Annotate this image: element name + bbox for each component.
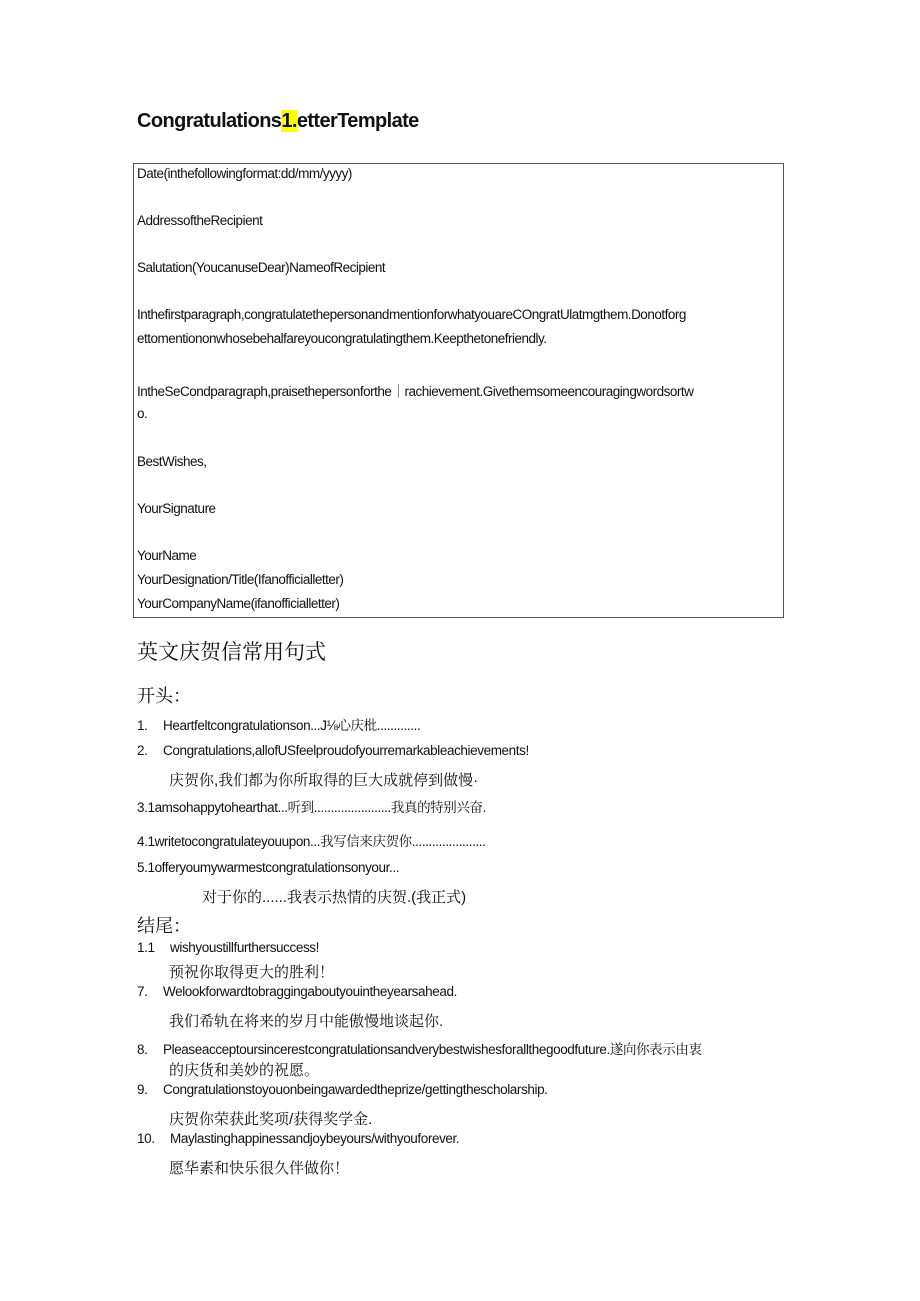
- list-item: 5.1offeryoumywarmestcongratulationsonyour...: [137, 860, 400, 875]
- template-company: YourCompanyName(ifanofficialletter): [137, 596, 340, 611]
- list-item-translation: 的庆货和美妙的祝愿。: [169, 1062, 320, 1079]
- list-item-text: Maylastinghappinessandjoybeyours/withyouforever.: [170, 1131, 460, 1146]
- list-item-translation: 预祝你取得更大的胜利！: [169, 964, 335, 981]
- template-designation: YourDesignation/Title(Ifanofficialletter): [137, 572, 344, 587]
- list-item: [137, 1131, 459, 1146]
- template-paragraph1-line2: ettomentiononwhosebehalfareyoucongratulatingthem.Keepthetonefriendly.: [137, 331, 547, 346]
- list-item: 3.1amsohappytohearthat...听到.......................我真的特别兴奋.: [137, 800, 486, 815]
- title-part-2: etterTemplate: [296, 110, 419, 132]
- list-item: [137, 714, 420, 734]
- closing-heading: 结尾：: [137, 916, 191, 936]
- opening-heading: 开头：: [137, 686, 191, 706]
- list-item: [137, 1082, 548, 1097]
- list-item-translation: 庆贺你,我们都为你所取得的巨大成就停到做慢·: [169, 772, 479, 789]
- list-item-translation: 庆贺你荣获此奖项/获得奖学金.: [169, 1111, 373, 1128]
- template-paragraph2-line2: o.: [137, 406, 148, 421]
- list-item-number: 1.1: [137, 940, 155, 955]
- list-item-number: 8.: [137, 1042, 148, 1057]
- template-signature: YourSignature: [137, 501, 216, 516]
- template-closing: BestWishes,: [137, 454, 207, 469]
- phrases-heading: 英文庆贺信常用句式: [137, 641, 326, 664]
- template-paragraph2-line1: IntheSeCondparagraph,praisethepersonforthe｜rachievement.Givethemsomeencouragingwordsortw: [137, 384, 694, 399]
- template-paragraph1-line1: Inthefirstparagraph,congratulatethepersonandmentionforwhatyouareCOngratUlatmgthem.Donotforg: [137, 307, 686, 322]
- list-item-number: 7.: [137, 984, 148, 999]
- title-highlight: 1.: [281, 110, 297, 132]
- template-date: Date(inthefollowingformat:dd/mm/yyyy): [137, 166, 352, 181]
- list-item-text: Congratulationstoyouonbeingawardedtheprize/gettingthescholarship.: [163, 1082, 548, 1097]
- list-item-text: Heartfeltcongratulationson...J⅛心庆枇.............: [163, 718, 421, 733]
- title-part-1: Congratulations: [137, 110, 282, 132]
- list-item-number: 10.: [137, 1131, 155, 1146]
- list-item-translation: 我们希轨在将来的岁月中能傲慢地谈起你.: [169, 1013, 444, 1030]
- list-item-number: 9.: [137, 1082, 148, 1097]
- list-item-text: Welookforwardtobraggingaboutyouintheyearsahead.: [163, 984, 457, 999]
- list-item-text: wishyoustillfurthersuccess!: [170, 940, 320, 955]
- list-item-number: 2.: [137, 743, 148, 758]
- list-item: [137, 984, 457, 999]
- list-item-translation: 对于你的......我表示热情的庆贺.(我正式): [202, 889, 467, 906]
- template-address: AddressoftheRecipient: [137, 213, 263, 228]
- document-title: [137, 110, 419, 133]
- template-salutation: Salutation(YoucanuseDear)NameofRecipient: [137, 260, 386, 275]
- letter-template-box: [133, 163, 784, 618]
- list-item: [137, 743, 529, 758]
- list-item-text: Congratulations,allofUSfeelproudofyourremarkableachievements!: [163, 743, 529, 758]
- list-item-translation: 愿华素和快乐很久伴做你！: [169, 1160, 350, 1177]
- list-item: [137, 1038, 702, 1058]
- template-name: YourName: [137, 548, 197, 563]
- list-item-number: 1.: [137, 718, 148, 733]
- list-item-text: Pleaseacceptoursincerestcongratulationsandverybestwishesforallthegoodfuture.遂向你表示由衷: [163, 1042, 702, 1057]
- list-item: 4.1writetocongratulateyouupon...我写信来庆贺你......................: [137, 834, 486, 849]
- list-item: [137, 940, 319, 955]
